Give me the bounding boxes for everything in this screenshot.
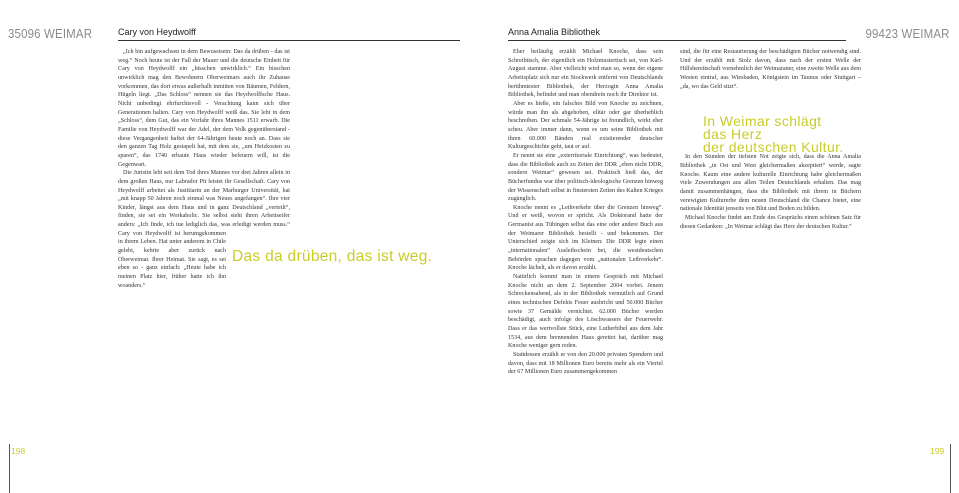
paragraph: Michael Knoche findet am Ende des Gesprächs einen schönen Satz für diesen Gedanken: „In Weimar schlägt das Herz der deutschen Kultur.“ <box>680 214 861 230</box>
page-rule-left <box>9 444 10 493</box>
right-body-column-1 <box>508 48 663 377</box>
city-label-left: 35096 WEIMAR <box>8 26 93 41</box>
running-head-left: Cary von Heydwolff <box>118 27 460 41</box>
pull-quote-right <box>703 115 844 154</box>
paragraph: „Ich bin aufgewachsen in dem Bewusstsein: Das da drüben - das ist weg.“ Noch heute ist der Fall der Mauer und die deutsche Einheit für Cary von Heydwolff ein „bisschen unwirklich.“ Ein bisschen unwirklich mag den Bewohnern Oberweimars auch ihr Zuhause vorkommen, das dort etwas außerhalb inmitten von Bäumen, Feldern, Hügeln liegt. „Das Schloss“ nennen sie das Heydwolffsche Haus. Nicht unbedingt ehrfurchtsvoll - Verachtung kann sich über Generationen halten. Cary von Heydwolff weiß das. Sie lebt in dem „Schloss“, dem Gut, das ein Vorfahr ihres Mannes 1511 erwarb. Die Familie von Heydwolff war der Adel, der dem Volk gegenüberstand - diese Vergangenheit haftet der 64-Jährigen heute noch an. Dass sie den ganzen Tag Holz gestapelt hat, mit dem sie, „um Heizkosten zu sparen“, das 1740 erbaute Haus wieder befeuern will, ist die Gegenwart. <box>118 49 290 168</box>
pull-quote-left: Das da drüben, das ist weg. <box>232 248 433 265</box>
paragraph: Knoche nennt es „Leihverkehr über die Grenzen hinweg“. Und er weiß, wovon er spricht. Als Doktorand hatte der Germanist aus Tübingen selbst das eine oder andere Buch aus der Weimarer Bibliothek bestellt - und bekommen. Der Unterschied zeigte sich im Kleinen: Die DDR legte einen „internationalen“ Ausleihschein bei, die westdeutschen Behörden sprachen dagegen vom „nationalen Leihverkehr“. Knoche lächelt, als er davon erzählt. <box>508 204 663 272</box>
city-label-right: 99423 WEIMAR <box>865 26 950 41</box>
paragraph: Natürlich kommt man in einem Gespräch mit Michael Knoche nicht an dem 2. September 2004 vorbei. Jenem Schreckensabend, als in der Bibliothek vermutlich auf Grund eines technischen Defekts Feuer ausbricht und 50.000 Bücher sowie 37 Gemälde vernichtet. 62.000 Bücher werden beschädigt, auch infolge des Löschwassers der Feuerwehr. Dass er das wertvollste Stück, eine Lutherbibel aus dem Jahr 1534, aus dem brennenden Haus gerettet hat, darüber mag Knoche weniger gern reden. <box>508 274 663 350</box>
pull-quote-line: In Weimar schlägt <box>703 113 822 129</box>
paragraph: Aber es hieße, ein falsches Bild von Knoche zu zeichnen, würde man ihn als abgehoben, elitär oder gar überheblich beschreiben. Der schmale 54-Jährige ist freundlich, wirkt eher scheu. Aber immer dann, wenn es um seine Bibliothek mit ihren 60.000 Bänden real existierender deutscher Kulturgeschichte geht, taut er auf. <box>508 100 663 151</box>
paragraph: sind, die für eine Restaurierung der beschädigten Bücher notwendig sind. Und der erzählt mit Stolz davon, dass nach der ersten Welle der Hilfsbereitschaft vornehmlich der Weimaraner, eine zweite Welle aus dem Westen eintraf, aus Wiesbaden, Königstein im Taunus oder Stuttgart – „da, wo das Geld sitzt“. <box>680 49 861 90</box>
pull-quote-line: das Herz <box>703 126 763 142</box>
pull-quote-line: der deutschen Kultur. <box>703 139 844 155</box>
page-number-right: 199 <box>930 446 945 456</box>
paragraph: Eher beiläufig erzählt Michael Knoche, dass sein Schreibtisch, der eigentlich ein Holzmustertisch sei, von Karl-August stamme. Aber vielleicht wird man so, wenn der eigene Arbeitsplatz sich nur ein Stockwerk entfernt von Deutschlands berühmtester Bibliothek, der Herzogin Anna Amalia Bibliothek, befindet und man obendrein noch ihr Direktor ist. <box>508 49 663 99</box>
page-number-left: 198 <box>11 446 26 456</box>
running-head-right: Anna Amalia Bibliothek <box>508 27 846 41</box>
paragraph: Er nennt sie eine „exterritoriale Einrichtung“, was bedeutet, dass die Bibliothek auch zu Zeiten der DDR „eben nicht DDR, sondern Weimar“ gewesen sei. Praktisch hieß das, der Bücherfundus war über politisch-ideologische Grenzen hinweg der Wissenschaft selbst in finstersten Zeiten des Kalten Krieges zugänglich. <box>508 152 663 203</box>
page-rule-right <box>950 444 951 493</box>
paragraph: In den Stunden der tiefsten Not zeigte sich, dass die Anna Amalia Bibliothek „in Ost und West gleichermaßen akzeptiert“ werde, sagte Knoche. Kaum eine andere kulturelle Einrichtung habe gleichermaßen viele Zuwendungen aus allen Teilen Deutschlands erhalten. Das mag damit zusammenhängen, dass die Bibliothek mit ihrem in Büchern verewigten Kulturerbe dem neuen Deutschland die Chance bietet, eine nationale Identität jenseits von Blut und Boden zu bilden. <box>680 154 861 213</box>
paragraph: Stattdessen erzählt er von den 20.000 privaten Spendern und davon, dass mit 18 Millionen Euro bereits mehr als ein Viertel der 67 Millionen Euro zusammengekommen <box>508 351 663 376</box>
paragraph: Die Juristin lebt seit dem Tod ihres Mannes vor drei Jahren allein in dem großen Haus, nur Labrador Pit leistet ihr Gesellschaft. Cary von Heydwolff arbeitet als Justitiarin an der Marburger Universität, hat „mit knapp 50 Jahren noch einmal was Neues angefangen“. Ihre vier Kinder, längst aus dem Haus und in ganz Deutschland „verteilt“, finden, sie sei ein Workaholic. Sie selbst sieht ihren Arbeitseifer anders: „Ich finde, ich tue lediglich das, was erledigt werden muss.“ Cary von Heydwolff ist herumgekommen in ihrem Leben. Hat unter anderem in Chile gelebt, kehrte aber zurück nach Oberweimar. Ihrer Heimat. Sie sagt, es sei eben so - ganz einfach: „Heute habe ich meinen Platz hier, früher hatte ich ihn woanders.“ <box>118 170 290 289</box>
